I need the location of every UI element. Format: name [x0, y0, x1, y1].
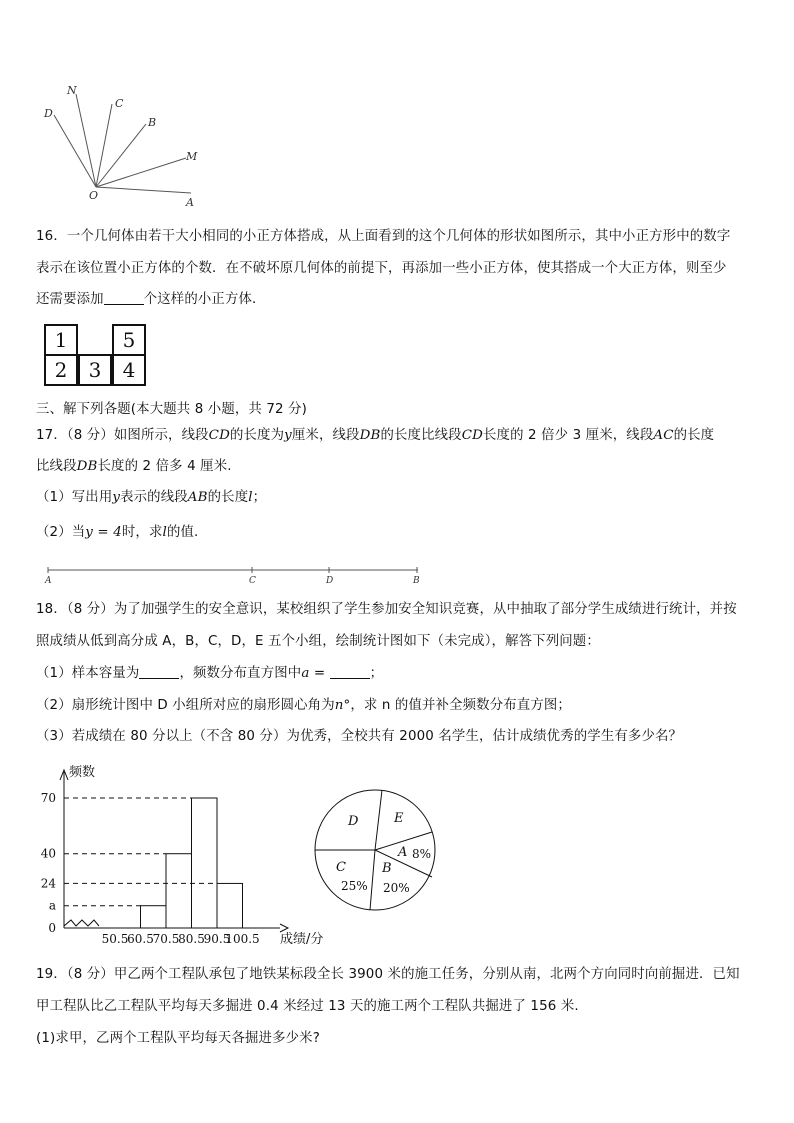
seg-label-c: C [249, 576, 256, 586]
q18-text: ，频数分布直方图中 [179, 666, 302, 681]
q17-equation: y = 4 [85, 525, 122, 540]
q19-line1: 19．（8 分）甲乙两个工程队承包了地铁某标段全长 3900 米的施工任务，分别从南，北两个方向同时向前掘进．已知 [36, 967, 740, 982]
q17-text: 厘米，线段 [291, 428, 360, 443]
hist-ylabel: 频数 [69, 765, 96, 780]
q18-text: （1）样本容量为 [36, 666, 140, 681]
q17-text: 表示的线段 [120, 490, 188, 505]
hist-bar [141, 906, 167, 928]
hist-ytick-label: a [48, 898, 56, 913]
q18-text: （2）扇形统计图中 D 小组所对应的扇形圆心角为 [36, 698, 335, 713]
hist-xtick-label: 50.5 [101, 932, 129, 946]
ray-on [76, 94, 96, 187]
q17-l: l [248, 490, 253, 505]
pie-pct-b: 20% [383, 881, 410, 895]
label-m: M [186, 150, 198, 163]
q17-text: 的长度比线段 [380, 428, 462, 443]
label-b: B [148, 116, 157, 129]
hist-bar [166, 854, 192, 928]
q17-cd: CD [461, 428, 483, 443]
pie-divider [370, 850, 375, 910]
hist-xtick-label: 70.5 [152, 932, 180, 946]
hist-bar [192, 798, 218, 928]
q17-text: 长度的 2 倍多 4 厘米. [97, 459, 232, 474]
seg-label-a: A [45, 576, 52, 586]
ray-om [96, 158, 186, 187]
q17-text: 比线段 [36, 459, 77, 474]
q16-line3 [36, 290, 266, 310]
q18-text: = [309, 666, 330, 681]
pie-chart [312, 777, 442, 917]
q16-text-a: 还需要添加 [36, 292, 104, 307]
q17-text: 的长度 [207, 490, 249, 505]
q17-db: DB [359, 428, 381, 443]
hist-xtick-label: 100.5 [225, 932, 260, 946]
hist-xlabel: 成绩/分 [280, 932, 324, 947]
ray-ob [96, 124, 146, 187]
ray-od [54, 115, 96, 187]
q17-y: y [112, 490, 121, 505]
q17-text: ； [252, 490, 267, 505]
pie-label-d: D [348, 814, 359, 829]
q17-part2 [36, 523, 198, 543]
grid-cell: 5 [112, 324, 146, 356]
pie-divider [375, 790, 382, 850]
hist-ytick-label: 70 [40, 791, 56, 805]
q17-text: （2）当 [36, 525, 86, 540]
q17-cd: CD [208, 428, 230, 443]
q18-line1: 18．（8 分）为了加强学生的安全意识，某校组织了学生参加安全知识竞赛，从中抽取了部分学生成绩进行统计，并按 [36, 602, 737, 617]
q19-part1: (1)求甲，乙两个工程队平均每天各掘进多少米? [36, 1031, 320, 1046]
hist-ytick-label: 40 [40, 846, 56, 861]
pie-label-c: C [336, 860, 346, 875]
angle-figure [36, 82, 206, 212]
q17-l: l [162, 525, 167, 540]
pie-pct-c: 25% [341, 879, 368, 893]
q17-y: y [284, 428, 292, 443]
pie-label-e: E [394, 811, 404, 826]
hist-xtick-label: 90.5 [203, 932, 231, 946]
hist-xtick-label: 80.5 [178, 932, 205, 946]
q16-line2: 表示在该位置小正方体的个数．在不破坏原几何体的前提下，再添加一些小正方体，使其搭成一个大正方体，则至少 [36, 261, 727, 276]
hist-ytick-label: 24 [40, 876, 56, 891]
q17-text: 17．（8 分）如图所示，线段 [36, 428, 209, 443]
q18-line2: 照成绩从低到高分成 A，B，C，D，E 五个小组，绘制统计图如下（未完成），解答下列问题： [36, 634, 600, 649]
seg-label-b: B [413, 576, 420, 586]
q17-text: 的值. [166, 525, 199, 540]
q17-text: 长度的 2 倍少 3 厘米，线段 [483, 428, 654, 443]
label-o: O [89, 189, 99, 202]
q17-db: DB [76, 459, 98, 474]
section-3-heading: 三、解下列各题(本大题共 8 小题，共 72 分) [36, 402, 308, 417]
ray-oa [96, 187, 191, 193]
q16-text-b: 个这样的小正方体． [143, 292, 266, 307]
grid-cell: 3 [78, 354, 112, 386]
sample-size-blank[interactable] [139, 664, 179, 679]
grid-cell: 1 [44, 324, 78, 356]
pie-pct-a: 8% [412, 847, 432, 861]
hist-bar [217, 883, 243, 928]
q18-part2 [36, 696, 571, 716]
q17-text: （1）写出用 [36, 490, 113, 505]
q17-ac: AC [653, 428, 674, 443]
hist-ytick-label: 0 [48, 921, 56, 935]
q16-line1: 16．一个几何体由若干大小相同的小正方体搭成，从上面看到的这个几何体的形状如图所示，其中小正方形中的数字 [36, 229, 731, 244]
q17-text: 的长度为 [229, 428, 285, 443]
label-n: N [67, 84, 77, 97]
label-c: C [115, 97, 124, 110]
grid-cell: 2 [44, 354, 78, 386]
q17-part1 [36, 488, 266, 508]
q18-part1 [36, 664, 383, 684]
q17-line2 [36, 457, 232, 477]
ray-oc [96, 104, 112, 187]
seg-label-d: D [326, 576, 334, 586]
q18-text: ，求 n 的值并补全频数分布直方图； [350, 698, 571, 713]
q17-line1 [36, 426, 714, 446]
pie-label-a: A [398, 845, 408, 860]
q18-part3: （3）若成绩在 80 分以上（不含 80 分）为优秀，全校共有 2000 名学生，估计成绩优秀的学生有多少名？ [36, 729, 683, 744]
frequency-histogram [36, 760, 336, 950]
q16-answer-blank[interactable] [104, 290, 144, 305]
q18-text: ； [369, 666, 384, 681]
pie-label-b: B [382, 861, 392, 876]
q17-ab: AB [187, 490, 208, 505]
segment-figure [40, 562, 430, 586]
q18-n: n° [334, 698, 351, 713]
label-d: D [44, 107, 53, 120]
q18-a: a [301, 666, 310, 681]
q17-text: 时，求 [121, 525, 163, 540]
label-a: A [186, 196, 194, 209]
q17-text: 的长度 [673, 428, 715, 443]
hist-xtick-label: 60.5 [127, 932, 154, 946]
a-value-blank[interactable] [330, 664, 370, 679]
q19-line2: 甲工程队比乙工程队平均每天多掘进 0.4 米经过 13 天的施工两个工程队共掘进了 156 米. [36, 999, 579, 1014]
grid-cell: 4 [112, 354, 146, 386]
